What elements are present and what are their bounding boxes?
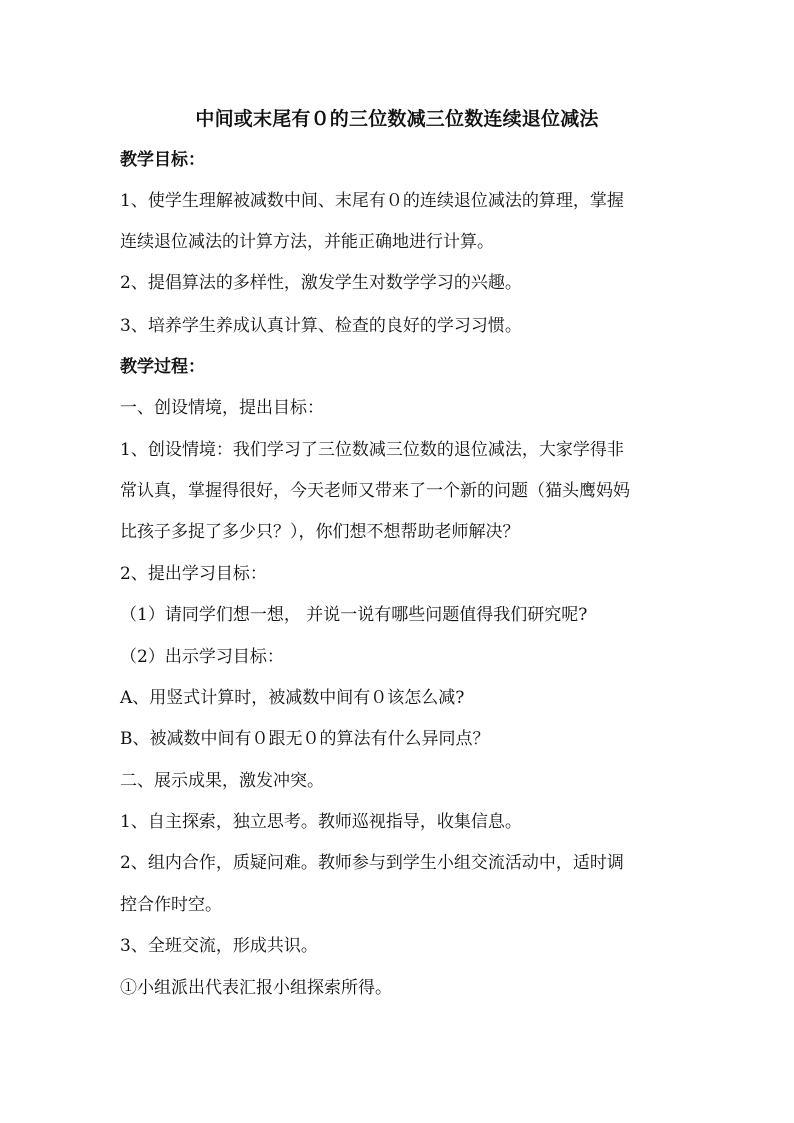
section-heading-objectives: 教学目标：: [120, 150, 205, 170]
paragraph-line: 一、创设情境，提出目标：: [120, 398, 324, 418]
paragraph-line: 3、培养学生养成认真计算、检查的良好的学习习惯。: [120, 316, 522, 336]
paragraph-line: B、被减数中间有０跟无０的算法有什么异同点？: [120, 729, 490, 749]
section-heading-process: 教学过程：: [120, 357, 205, 377]
paragraph-line: A、用竖式计算时，被减数中间有０该怎么减?: [120, 688, 465, 708]
paragraph-line: 比孩子多捉了多少只？），你们想不想帮助老师解决？: [120, 522, 520, 542]
paragraph-line: 1、创设情境：我们学习了三位数减三位数的退位减法，大家学得非: [120, 440, 624, 460]
paragraph-line: 2、组内合作，质疑问难。教师参与到学生小组交流活动中，适时调: [120, 853, 624, 873]
paragraph-line: 2、提出学习目标：: [120, 564, 267, 584]
paragraph-line: 二、展示成果，激发冲突。: [120, 771, 324, 791]
paragraph-line: ①小组派出代表汇报小组探索所得。: [120, 978, 392, 998]
paragraph-line: 常认真，掌握得很好，今天老师又带来了一个新的问题（猫头鹰妈妈: [120, 481, 630, 501]
paragraph-line: 控合作时空。: [120, 895, 222, 915]
paragraph-line: 2、提倡算法的多样性，激发学生对数学学习的兴趣。: [120, 273, 522, 293]
paragraph-line: （1）请同学们想一想， 并说一说有哪些问题值得我们研究呢?: [120, 605, 588, 625]
paragraph-line: （2）出示学习目标：: [120, 647, 284, 667]
paragraph-line: 3、全班交流，形成共识。: [120, 936, 318, 956]
paragraph-line: 连续退位减法的计算方法，并能正确地进行计算。: [120, 232, 494, 252]
paragraph-line: 1、自主探索，独立思考。教师巡视指导，收集信息。: [120, 812, 522, 832]
paragraph-line: 1、使学生理解被减数中间、末尾有０的连续退位减法的算理，掌握: [120, 191, 624, 211]
document-title: 中间或末尾有０的三位数减三位数连续退位减法: [195, 108, 599, 130]
